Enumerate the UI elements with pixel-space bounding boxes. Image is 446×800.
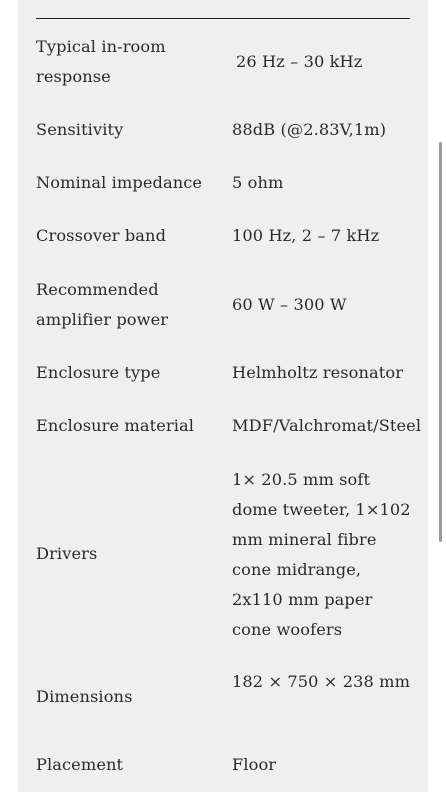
spec-value: Floor: [232, 755, 277, 774]
spec-value: 60 W – 300 W: [232, 295, 347, 314]
spec-value: MDF/Valchromat/Steel: [232, 416, 422, 435]
spec-label: Recommended amplifier power: [36, 280, 169, 329]
spec-value: 1× 20.5 mm soft dome tweeter, 1×102 mm mineral fibre cone midrange, 2x110 mm paper cone woofers: [232, 470, 411, 639]
scrollbar[interactable]: [439, 142, 442, 542]
spec-label: Enclosure type: [36, 363, 161, 382]
spec-label: Dimensions: [36, 687, 133, 706]
spec-value: 182 × 750 × 238 mm: [232, 672, 411, 691]
spec-value: Helmholtz resonator: [232, 363, 404, 382]
spec-label: Drivers: [36, 544, 98, 563]
spec-label: Crossover band: [36, 226, 167, 245]
spec-label: Nominal impedance: [36, 173, 203, 192]
bottom-edge: [0, 792, 446, 800]
top-divider: [36, 18, 410, 19]
spec-value: 88dB (@2.83V,1m): [232, 120, 387, 139]
spec-value: 5 ohm: [232, 173, 284, 192]
spec-label: Sensitivity: [36, 120, 124, 139]
spec-label: Typical in-room response: [36, 37, 166, 86]
spec-value: 26 Hz – 30 kHz: [236, 52, 363, 71]
spec-value: 100 Hz, 2 – 7 kHz: [232, 226, 380, 245]
spec-label: Enclosure material: [36, 416, 195, 435]
spec-label: Placement: [36, 755, 124, 774]
